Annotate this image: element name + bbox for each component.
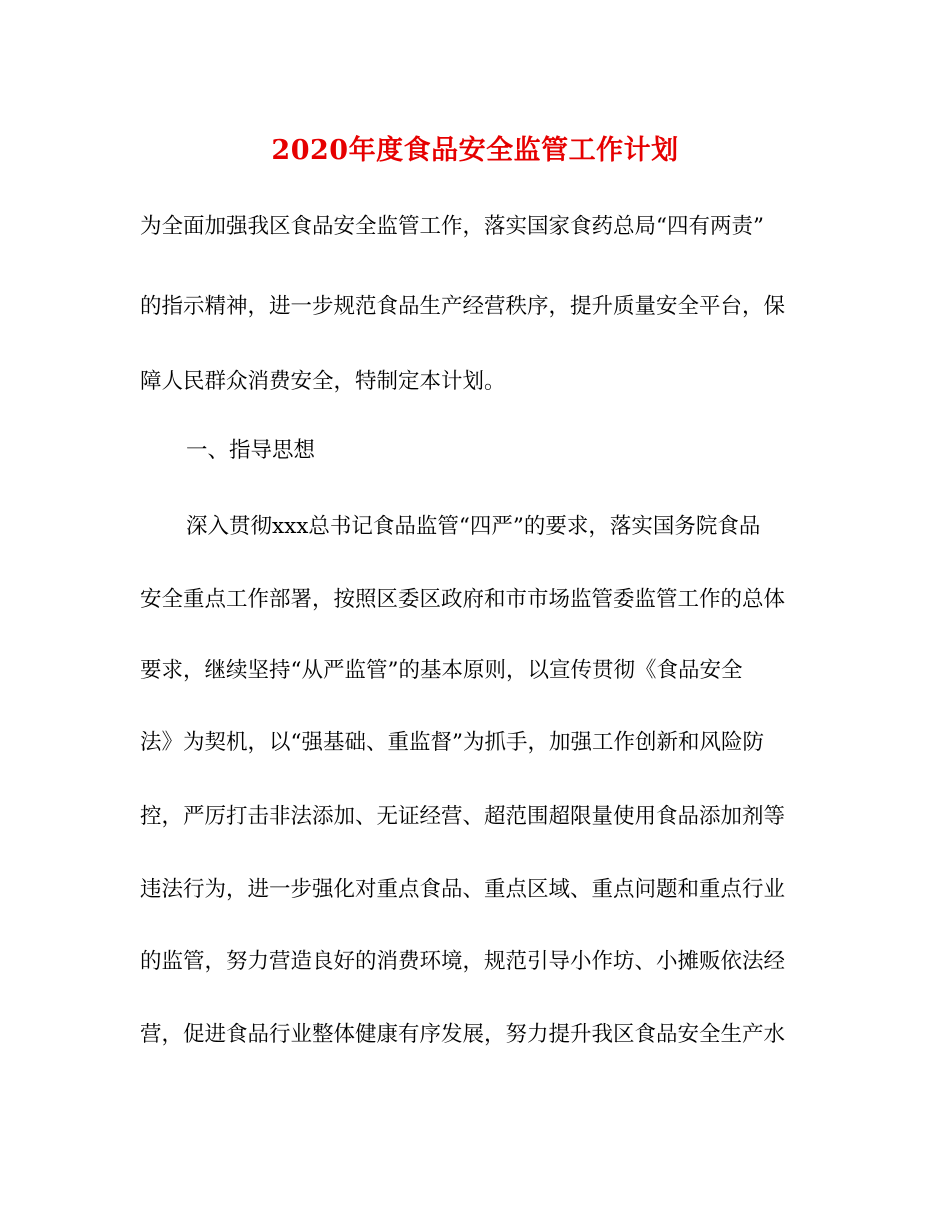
text-line: 控，严厉打击非法添加、无证经营、超范围超限量使用食品添加剂等 (140, 804, 786, 829)
text-line: 的指示精神，进一步规范食品生产经营秩序，提升质量安全平台，保 (140, 294, 786, 319)
text-line: 违法行为，进一步强化对重点食品、重点区域、重点问题和重点行业 (140, 877, 786, 902)
document-title: 2020年度食品安全监管工作计划 (271, 135, 679, 166)
text-line: 深入贯彻xxx总书记食品监管“四严”的要求，落实国务院食品 (186, 514, 761, 539)
text-line: 法》为契机，以“强基础、重监督”为抓手，加强工作创新和风险防 (140, 730, 764, 755)
text-line: 的监管，努力营造良好的消费环境，规范引导小作坊、小摊贩依法经 (140, 949, 786, 974)
section-heading: 一、指导思想 (186, 438, 316, 463)
text-line: 为全面加强我区食品安全监管工作，落实国家食药总局“四有两责” (140, 214, 764, 239)
text-line: 障人民群众消费安全，特制定本计划。 (140, 369, 506, 394)
text-line: 安全重点工作部署，按照区委区政府和市市场监管委监管工作的总体 (140, 587, 786, 612)
text-line: 要求，继续坚持“从严监管”的基本原则，以宣传贯彻《食品安全 (140, 658, 743, 683)
text-line: 营，促进食品行业整体健康有序发展，努力提升我区食品安全生产水 (140, 1022, 786, 1047)
